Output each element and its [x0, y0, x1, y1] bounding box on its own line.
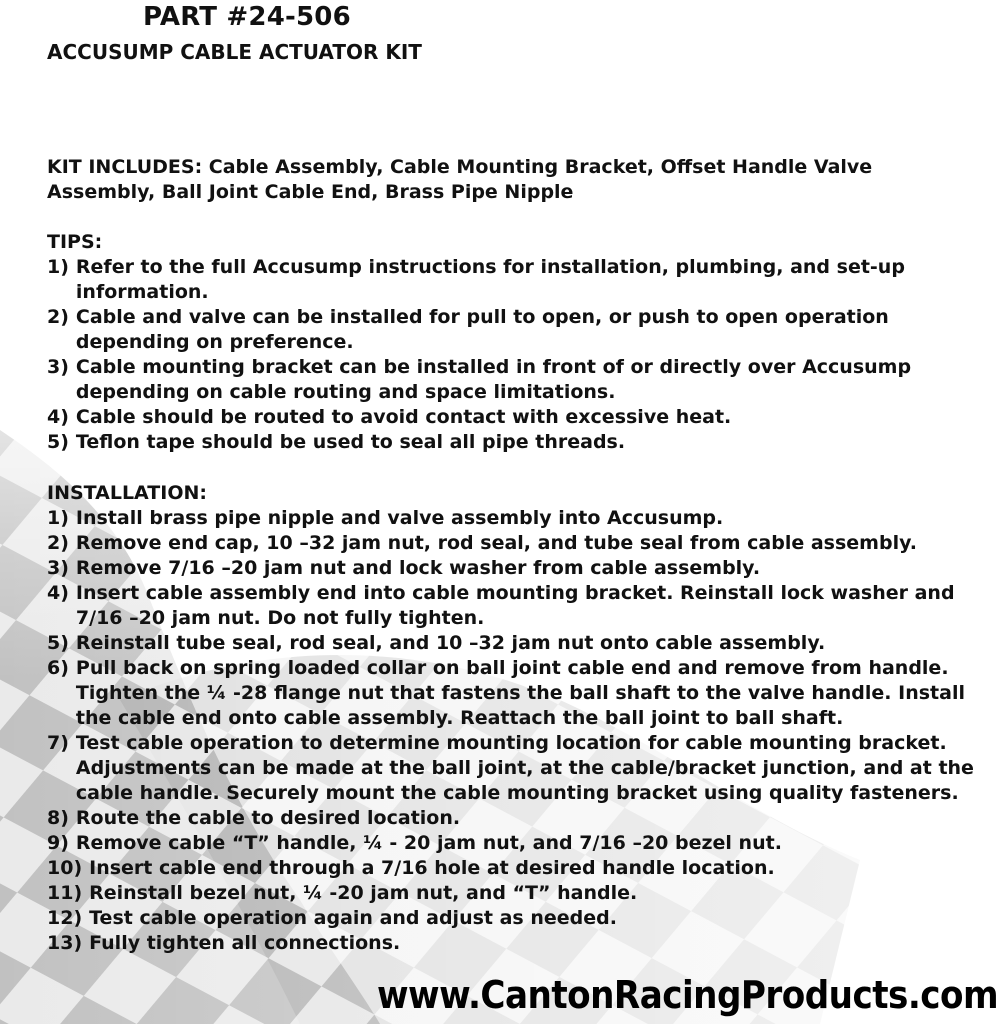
list-item [47, 856, 977, 881]
item-number: 6) [47, 657, 69, 679]
item-number: 5) [47, 431, 69, 453]
item-text: Fully tighten all connections. [89, 932, 401, 954]
item-number: 2) [47, 532, 69, 554]
kit-name-subtitle: ACCUSUMP CABLE ACTUATOR KIT [47, 40, 422, 64]
tips-section [47, 230, 977, 455]
list-item [47, 931, 977, 956]
tips-heading: TIPS: [47, 231, 103, 253]
tips-list [47, 255, 977, 455]
item-text: Route the cable to desired location. [75, 807, 461, 829]
item-number: 4) [47, 406, 69, 428]
list-item [47, 906, 977, 931]
item-number: 7) [47, 732, 69, 754]
item-text: Cable and valve can be installed for pull to open, or push to open operation depending on preference. [75, 306, 889, 353]
item-text: Insert cable end through a 7/16 hole at desired handle location. [89, 857, 775, 879]
item-text: Cable should be routed to avoid contact with excessive heat. [75, 406, 732, 428]
item-number: 8) [47, 807, 69, 829]
item-number: 11) [47, 882, 83, 904]
item-number: 5) [47, 632, 69, 654]
list-item [47, 355, 977, 405]
item-text: Insert cable assembly end into cable mounting bracket. Reinstall lock washer and 7/16 –20 jam nut. Do not fully tighten. [75, 582, 955, 629]
list-item [47, 631, 977, 656]
item-number: 4) [47, 582, 69, 604]
installation-heading: INSTALLATION: [47, 482, 207, 504]
item-text: Install brass pipe nipple and valve assembly into Accusump. [75, 507, 724, 529]
list-item [47, 531, 977, 556]
list-item [47, 255, 977, 305]
item-number: 3) [47, 356, 69, 378]
list-item [47, 731, 977, 806]
list-item [47, 881, 977, 906]
list-item [47, 405, 977, 430]
item-text: Test cable operation to determine mounting location for cable mounting bracket. Adjustments can be made at the ball joint, at the cable/bracket junction, and at the cable handle. Securely mount the cable mounting bracket using quality fasteners. [75, 732, 974, 804]
item-text: Refer to the full Accusump instructions for installation, plumbing, and set-up information. [75, 256, 905, 303]
item-number: 1) [47, 507, 69, 529]
item-number: 12) [47, 907, 83, 929]
item-text: Teflon tape should be used to seal all pipe threads. [75, 431, 626, 453]
item-text: Reinstall tube seal, rod seal, and 10 –32 jam nut onto cable assembly. [75, 632, 826, 654]
part-number-title: PART #24-506 [143, 2, 351, 32]
item-number: 10) [47, 857, 83, 879]
installation-list [47, 506, 977, 956]
item-text: Remove 7/16 –20 jam nut and lock washer from cable assembly. [75, 557, 761, 579]
item-number: 2) [47, 306, 69, 328]
kit-includes-paragraph: KIT INCLUDES: Cable Assembly, Cable Mounting Bracket, Offset Handle Valve Assembly, Ball Joint Cable End, Brass Pipe Nipple [47, 156, 873, 203]
item-text: Test cable operation again and adjust as needed. [89, 907, 617, 929]
item-number: 9) [47, 832, 69, 854]
item-text: Pull back on spring loaded collar on ball joint cable end and remove from handle. Tighten the ¼ -28 flange nut that fastens the ball shaft to the valve handle. Install the cable end onto cable assembly. Reattach the ball joint to ball shaft. [75, 657, 965, 729]
item-number: 3) [47, 557, 69, 579]
list-item [47, 831, 977, 856]
item-number: 1) [47, 256, 69, 278]
list-item [47, 656, 977, 731]
list-item [47, 506, 977, 531]
item-number: 13) [47, 932, 83, 954]
item-text: Remove cable “T” handle, ¼ - 20 jam nut, and 7/16 –20 bezel nut. [75, 832, 782, 854]
website-url: www.CantonRacingProducts.com [376, 973, 998, 1017]
list-item [47, 556, 977, 581]
item-text: Cable mounting bracket can be installed in front of or directly over Accusump depending on cable routing and space limitations. [75, 356, 912, 403]
list-item [47, 430, 977, 455]
item-text: Reinstall bezel nut, ¼ -20 jam nut, and “T” handle. [89, 882, 638, 904]
list-item [47, 305, 977, 355]
list-item [47, 806, 977, 831]
list-item [47, 581, 977, 631]
item-text: Remove end cap, 10 –32 jam nut, rod seal, and tube seal from cable assembly. [75, 532, 917, 554]
installation-section [47, 481, 977, 956]
